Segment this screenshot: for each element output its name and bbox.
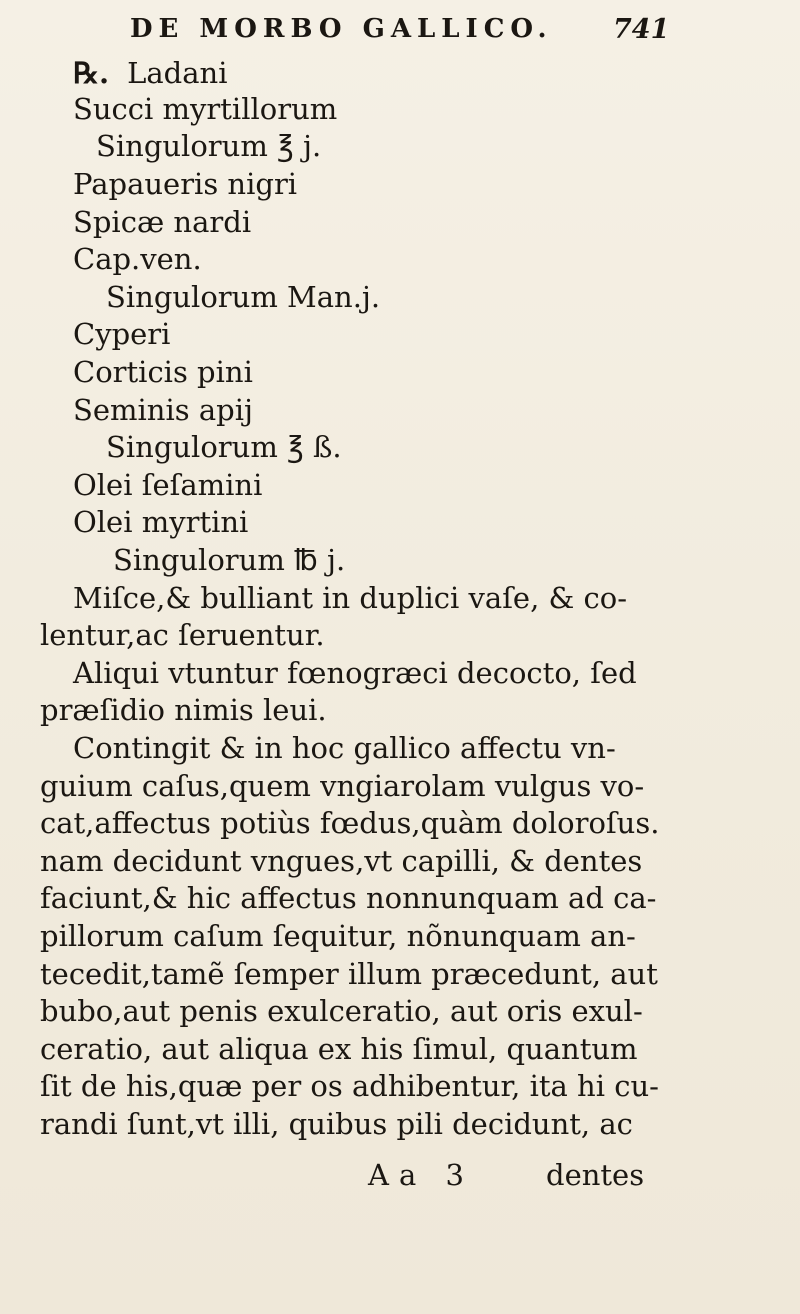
recipe-line: Spicæ nardi (73, 205, 252, 239)
recipe-line: Olei ſeſamini (73, 468, 263, 502)
text-line: ſit de his,quæ per os adhibentur, ita hi cu- (40, 1069, 659, 1103)
signature-mark: Aa 3 (368, 1158, 474, 1192)
recipe-line: Singulorum ℔ j. (113, 543, 346, 577)
text-line: præſidio nimis leui. (40, 693, 327, 727)
text-line: guium caſus,quem vngiarolam vulgus vo- (40, 769, 645, 803)
recipe-line: Olei myrtini (73, 505, 249, 539)
text-line: ceratio, aut aliqua ex his ſimul, quantum (40, 1032, 638, 1066)
recipe-line: Succi myrtillorum (73, 92, 338, 126)
text-line: pillorum caſum ſequitur, nõnunquam an- (40, 919, 636, 953)
text-line: nam decidunt vngues,vt capilli, & dentes (40, 844, 643, 878)
text-line: lentur,ac ſeruentur. (40, 618, 325, 652)
recipe-line: Cap.ven. (73, 242, 202, 276)
text-line: tecedit,tamẽ ſemper illum præcedunt, aut (40, 957, 658, 991)
recipe-line: Singulorum ℥ j. (96, 129, 322, 163)
text-line: faciunt,& hic affectus nonnunquam ad ca- (40, 881, 657, 915)
recipe-line: Seminis apij (73, 393, 253, 427)
recipe-ingredient: Ladani (127, 56, 228, 90)
recipe-symbol: ℞. (73, 56, 110, 90)
text-line: Contingit & in hoc gallico affectu vn- (73, 731, 616, 765)
catchword: dentes (546, 1158, 645, 1192)
recipe-line: Corticis pini (73, 355, 253, 389)
text-line: Miſce,& bulliant in duplici vaſe, & co- (73, 581, 628, 615)
text-line: cat,affectus potiùs fœdus,quàm doloroſus. (40, 806, 660, 840)
recipe-line: Papaueris nigri (73, 167, 298, 201)
recipe-line (73, 55, 227, 91)
text-line: randi ſunt,vt illi, quibus pili decidunt, ac (40, 1107, 633, 1141)
running-head: DE MORBO GALLICO. (130, 14, 553, 44)
page-number: 741 (613, 14, 670, 45)
recipe-line: Cyperi (73, 317, 171, 351)
text-line: Aliqui vtuntur fœnogræci decocto, ſed (73, 656, 637, 690)
recipe-line: Singulorum Man.j. (106, 280, 381, 314)
recipe-line: Singulorum ℥ ß. (106, 430, 342, 464)
text-line: bubo,aut penis exulceratio, aut oris exul- (40, 994, 643, 1028)
